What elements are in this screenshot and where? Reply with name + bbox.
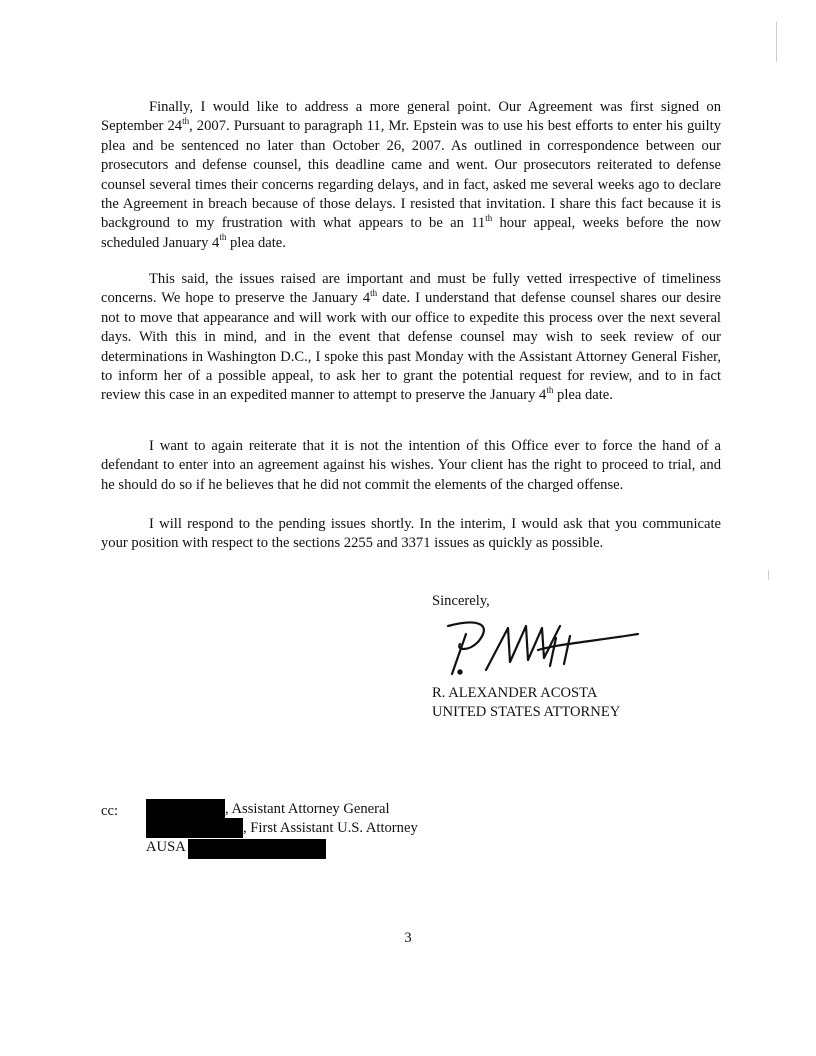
paragraph-3: I want to again reiterate that it is not the intention of this Office ever to force the hand of a defendant to enter into an agreement against his wishes. Your client has the right to proceed to trial, and he should do so if he believes that he did not commit the elements of the charged offense. [101,438,721,493]
paragraph-4: I will respond to the pending issues shortly. In the interim, I would ask that you communicate your position with respect to the sections 2255 and 3371 issues as quickly as possible. [101,516,721,552]
redaction-block-2 [146,818,243,838]
signer-title: UNITED STATES ATTORNEY [432,704,621,720]
cc-recipient-2: , First Assistant U.S. Attorney [243,820,418,836]
paragraph-1: Finally, I would like to address a more general point. Our Agreement was first signed on September 24th, 2007. Pursuant to paragraph 11, Mr. Epstein was to use his best efforts to enter his guilty plea and be sentenced no later than October 26, 2007. As outlined in correspondence between our prosecutors and defense counsel, this deadline came and went. Our prosecutors reiterated to defense counsel several times their concerns regarding delays, and in fact, asked me several weeks ago to declare the Agreement in breach because of those delays. I resisted that invitation. I share this fact because it is background to my frustration with what appears to be an 11th hour appeal, weeks before the now scheduled January 4th plea date. [101,99,722,251]
paragraph-2: This said, the issues raised are important and must be fully vetted irrespective of timeliness concerns. We hope to preserve the January 4th date. I understand that defense counsel shares our desire not to move that appearance and will work with our office to expedite this process over the next several days. With this in mind, and in the event that defense counsel may wish to seek review of our determinations in Washington D.C., I spoke this past Monday with the Assistant Attorney General Fisher, to inform her of a possible appeal, to ask her to grant the potential request for review, and to in fact review this case in an expedited manner to attempt to preserve the January 4th plea date. [101,271,721,404]
signature-image [438,614,648,684]
redaction-block-3 [188,839,326,859]
page-number: 3 [404,930,412,946]
cc-recipient-1: , Assistant Attorney General [225,801,390,817]
signer-name: R. ALEXANDER ACOSTA [432,685,598,701]
redaction-block-1 [146,799,225,819]
cc-recipient-3: AUSA [146,839,186,855]
scan-artifact [768,570,769,580]
cc-label: cc: [101,803,119,819]
closing-salutation: Sincerely, [432,593,490,609]
scan-artifact [776,22,777,62]
